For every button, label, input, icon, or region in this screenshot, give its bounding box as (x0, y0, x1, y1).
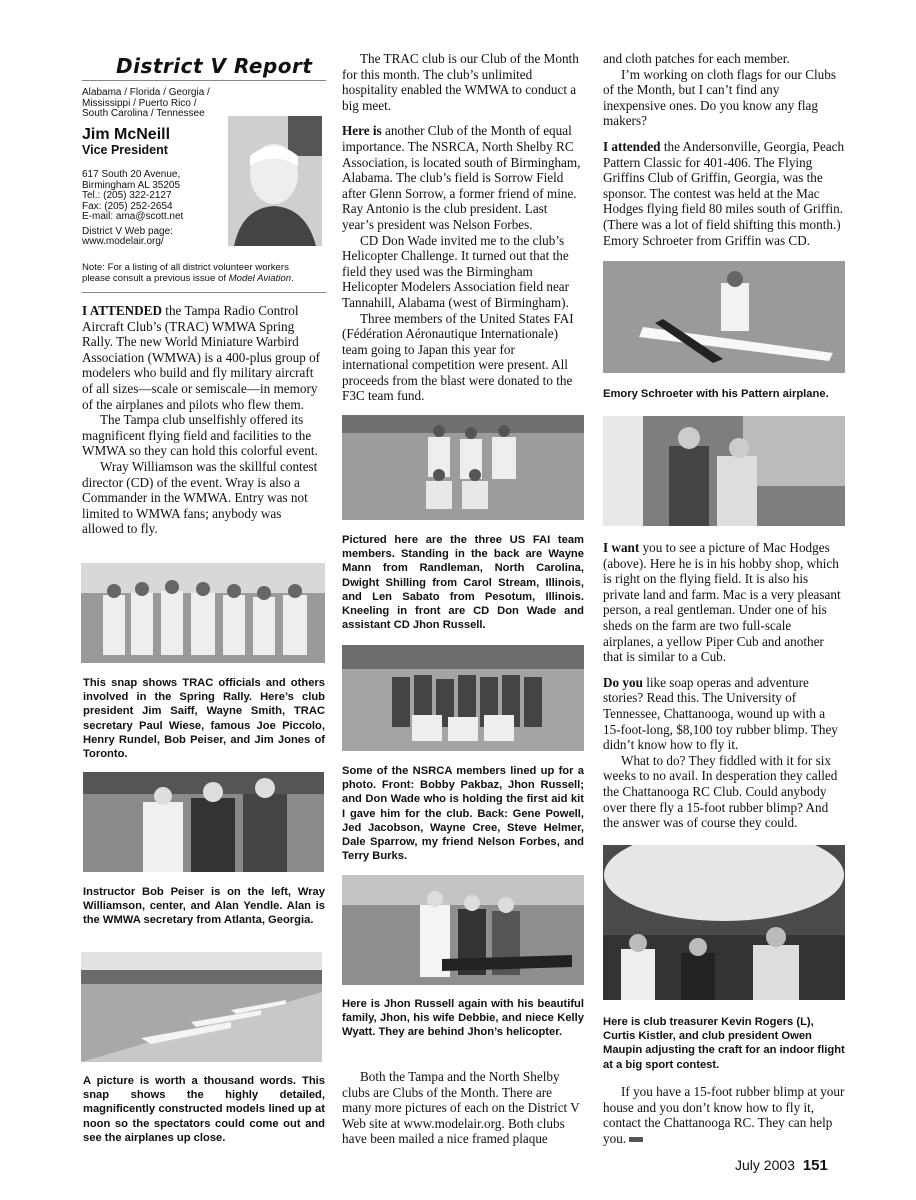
magazine-name: Model Aviation (228, 272, 292, 284)
col2-closing: Both the Tampa and the North Shelby clubs are Clubs of the Month. There are many more pictures of each on the District V Web site at www.modelair.org. Both clubs have been mailed a nice framed plaque (342, 1069, 580, 1147)
schroeter-pattern-photo (603, 261, 845, 373)
schroeter-caption: Emory Schroeter with his Pattern airplane. (603, 388, 829, 400)
col2-body: The TRAC club is our Club of the Month for this month. The club’s unlimited hospitality enabled the WMWA to conduct a big meet. Here is another Club of the Month of equal importance. The NSRCA, North Shelby RC Association, is located south of Birmingham, Alabama. The club’s field is Sorrow Field after Glenn Sorrow, a former friend of mine. Ray Antonio is the club president. Last year’s president was Nelson Forbes. CD Don Wade invited me to the club’s Helicopter Challenge. It turned out that the field they used was the Birmingham Helicopter Modelers Association field near Tannahill, Alabama (west of Birmingham). Three members of the United States FAI (Fédération Aéronautique Internationale) team going to Japan this year for international competition were present. All proceeds from the blast were donated to the F3C team fund. (342, 51, 581, 404)
issue-date: July 2003 (735, 1157, 795, 1173)
models-lined-up-photo (81, 952, 322, 1062)
report-title: District V Report (116, 54, 313, 78)
district-states: Alabama / Florida / Georgia / Mississippi / Puerto Rico / South Carolina / Tennessee (82, 87, 210, 119)
models-caption: A picture is worth a thousand words. This snap shows the highly detailed, magnificently constructed models lined up at noon so the spectators could come out and see the airplanes up close. (83, 1075, 325, 1144)
note-rule (82, 292, 326, 293)
page-footer (735, 1157, 828, 1174)
russell-family-photo (342, 875, 584, 985)
nsrca-members-photo (342, 645, 584, 751)
nsrca-caption: Some of the NSRCA members lined up for a photo. Front: Bobby Pakbaz, Jhon Russell; and Don Wade who is holding the first aid kit I gave him for the club. Back: Gene Powell, Jed Jacobson, Wayne Cree, Steve Helmer, Dale Sparrow, my friend Nelson Forbes, and Terry Burks. (342, 765, 584, 863)
end-mark-icon (629, 1137, 643, 1142)
page-number: 151 (802, 1157, 828, 1174)
col3-closing: If you have a 15-foot rubber blimp at your house and you don’t know how to fly it, contact the Chattanooga RC. They can help you. (603, 1084, 845, 1146)
peiser-williamson-yendle-photo (83, 772, 324, 872)
col1-body: I ATTENDED the Tampa Radio Control Aircraft Club’s (TRAC) WMWA Spring Rally. The new World Miniature Warbird Association (WMWA) is a 400-plus group of modelers who build and fly military aircraft of all sizes—scale or semiscale—in memory of the airplanes and pilots who flew them. The Tampa club unselfishly offered its magnificent flying field and facilities to the WMWA so they can hold this colorful event. Wray Williamson was the skillful contest director (CD) of the event. Wray is also a Commander in the WMWA. Entry was not limited to WMWA fans; anybody was allowed to fly. (82, 303, 321, 537)
fai-team-photo (342, 415, 584, 520)
peiser-caption: Instructor Bob Peiser is on the left, Wray Williamson, center, and Alan Yendle. Alan is the WMWA secretary from Atlanta, Georgia. (83, 886, 325, 927)
trac-officials-caption: This snap shows TRAC officials and others involved in the Spring Rally. Here’s club president Jim Saiff, Wayne Smith, TRAC secretary Paul Wiese, famous Joe Piccolo, Henry Rundel, Bob Peiser, and Jim Jones of Toronto. (83, 677, 325, 761)
vp-title: Vice President (82, 143, 168, 157)
title-rule (82, 80, 326, 81)
fai-team-caption: Pictured here are the three US FAI team members. Standing in the back are Wayne Mann from Randleman, North Carolina, Dwight Shilling from Carol Stream, Illinois, and Len Sabato from Pesotum, Illinois. Kneeling in front are CD Don Wade and assistant CD Jhon Russell. (342, 534, 584, 632)
vp-address: 617 South 20 Avenue, Birmingham AL 35205 Tel.: (205) 322-2127 Fax: (205) 252-2654 E-mail: ama@scott.net District V Web page: www.modelair.org/ (82, 169, 184, 247)
blimp-caption: Here is club treasurer Kevin Rogers (L), Curtis Kistler, and club president Owen Maupin adjusting the craft for an indoor flight at a big sport contest. (603, 1016, 845, 1071)
col3-body-2: I want you to see a picture of Mac Hodges (above). Here he is in his hobby shop, which is right on the flying field. It is also his private land and farm. Mac is a very pleasant person, a real gentleman. Under one of his sheds on the farm are two full-scale airplanes, a yellow Piper Cub and another that is similar to a Cub. Do you like soap operas and adventure stories? Read this. The University of Tennessee, Chattanooga, wound up with a 15-foot-long, $8,100 toy rubber blimp. They didn’t know how to fly it. What to do? They fiddled with it for six weeks to no avail. In desperation they called the Chattanooga RC Club. Could anybody over there fly a 15-foot rubber blimp? And the answer was of course they could. (603, 540, 841, 831)
vp-portrait-photo (228, 116, 322, 246)
blimp-photo (603, 845, 845, 1000)
russell-family-caption: Here is Jhon Russell again with his beautiful family, Jhon, his wife Debbie, and niece Kelly Wyatt. They are behind Jhon’s helicopter. (342, 998, 584, 1039)
col3-body: and cloth patches for each member. I’m working on cloth flags for our Clubs of the Month, but I can’t find any inexpensive ones. Do you know any flag makers? I attended the Andersonville, Georgia, Peach Pattern Classic for 401-406. The Flying Griffins Club of Griffin, Georgia, was the sponsor. The contest was held at the Mac Hodges flying field 80 miles south of Griffin. (There was a lot of field shifting this month.) Emory Schroeter from Griffin was CD. (603, 51, 845, 248)
district-note: Note: For a listing of all district volunteer workers please consult a previous issue of Model Aviation. (82, 262, 294, 284)
trac-officials-photo (81, 563, 325, 663)
mac-hodges-shop-photo (603, 416, 845, 526)
vp-name: Jim McNeill (82, 126, 171, 143)
